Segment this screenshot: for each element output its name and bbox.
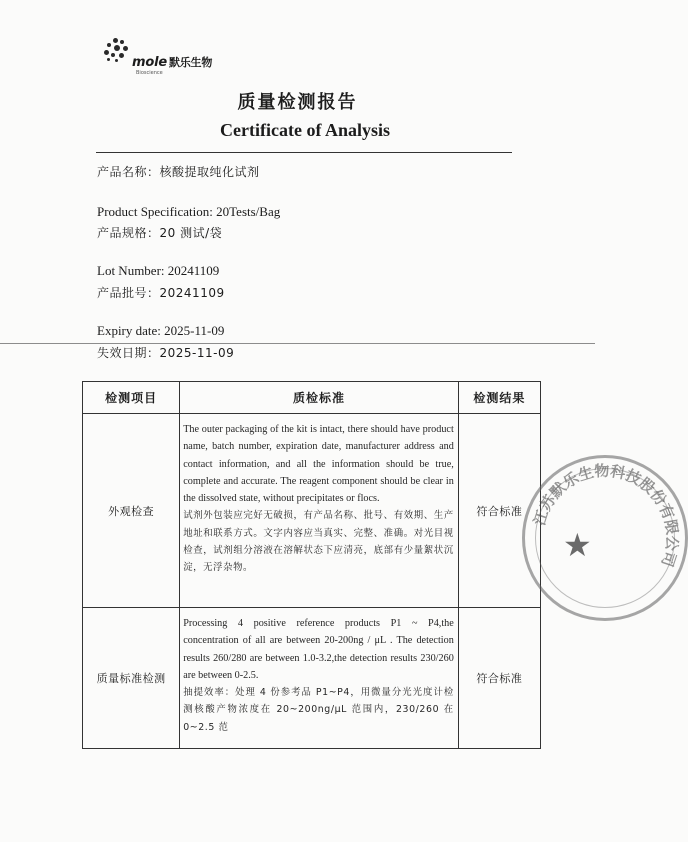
seal-star-icon: ★ (563, 526, 592, 564)
header-test-result: 检测结果 (458, 382, 540, 414)
standard-appearance-cn: 试剂外包装应完好无破损，有产品名称、批号、有效期、生产地址和联系方式。文字内容应当真实、完整、准确。对光目视检查，试剂组分溶液在溶解状态下应清亮，底部有少量絮状沉淀，无浮杂物。 (183, 510, 454, 574)
table-row (83, 608, 541, 749)
product-name-field: 产品名称：核酸提取纯化试剂 (97, 165, 260, 179)
lot-number-en-field: Lot Number: 20241109 (97, 263, 220, 278)
company-seal-stamp (522, 455, 688, 621)
header-qc-standard: 质检标准 (180, 382, 459, 414)
standard-appearance-en: The outer packaging of the kit is intact, there should have product name, batch number, expiration date, manufacturer address and contact information, and all the information should be true, complete and accurate. The reagent component should be clear in the dissolved state, without precipitates or flocs. (183, 424, 454, 505)
report-title-en: Certificate of Analysis (220, 120, 390, 140)
result-appearance: 符合标准 (458, 414, 540, 608)
report-title-cn: 质量检测报告 (237, 92, 358, 113)
svg-text:江苏默乐生物科技股份有限公司: 江苏默乐生物科技股份有限公司 (530, 461, 682, 570)
expiry-date-cn-field: 失效日期：2025-11-09 (97, 346, 235, 360)
result-quality: 符合标准 (458, 608, 540, 749)
logo-subtitle: Bioscience (136, 70, 163, 76)
lot-number-cn-field: 产品批号：20241109 (97, 286, 225, 300)
product-spec-en-field: Product Specification: 20Tests/Bag (97, 204, 281, 219)
standard-appearance (180, 414, 459, 608)
table-row (83, 414, 541, 608)
table-header-row (83, 382, 541, 414)
product-spec-cn-field: 产品规格：20 测试/袋 (97, 226, 223, 240)
logo-wordmark: mole 默乐生物 (132, 55, 213, 70)
test-item-appearance: 外观检查 (83, 414, 180, 608)
standard-quality-cn: 抽提效率：处理 4 份参考品 P1~P4，用微量分光光度计检测核酸产物浓度在 20~200ng/μL 范围内，230/260 在 0~2.5 范 (183, 687, 454, 733)
header-test-item: 检测项目 (83, 382, 180, 414)
scan-line (0, 343, 595, 344)
expiry-date-en-field: Expiry date: 2025-11-09 (97, 323, 225, 338)
standard-quality (180, 608, 459, 749)
title-divider (96, 152, 512, 153)
standard-quality-en: Processing 4 positive reference products P1 ~ P4,the concentration of all are between 20-200ng / μL . The detection results 260/280 are between 1.0-3.2,the detection results 230/260 are between 0-2.5. (183, 618, 454, 681)
qc-table (82, 381, 541, 749)
company-logo (104, 38, 234, 78)
seal-text (525, 458, 685, 618)
logo-dots-icon (104, 38, 132, 66)
test-item-quality-standard: 质量标准检测 (83, 608, 180, 749)
